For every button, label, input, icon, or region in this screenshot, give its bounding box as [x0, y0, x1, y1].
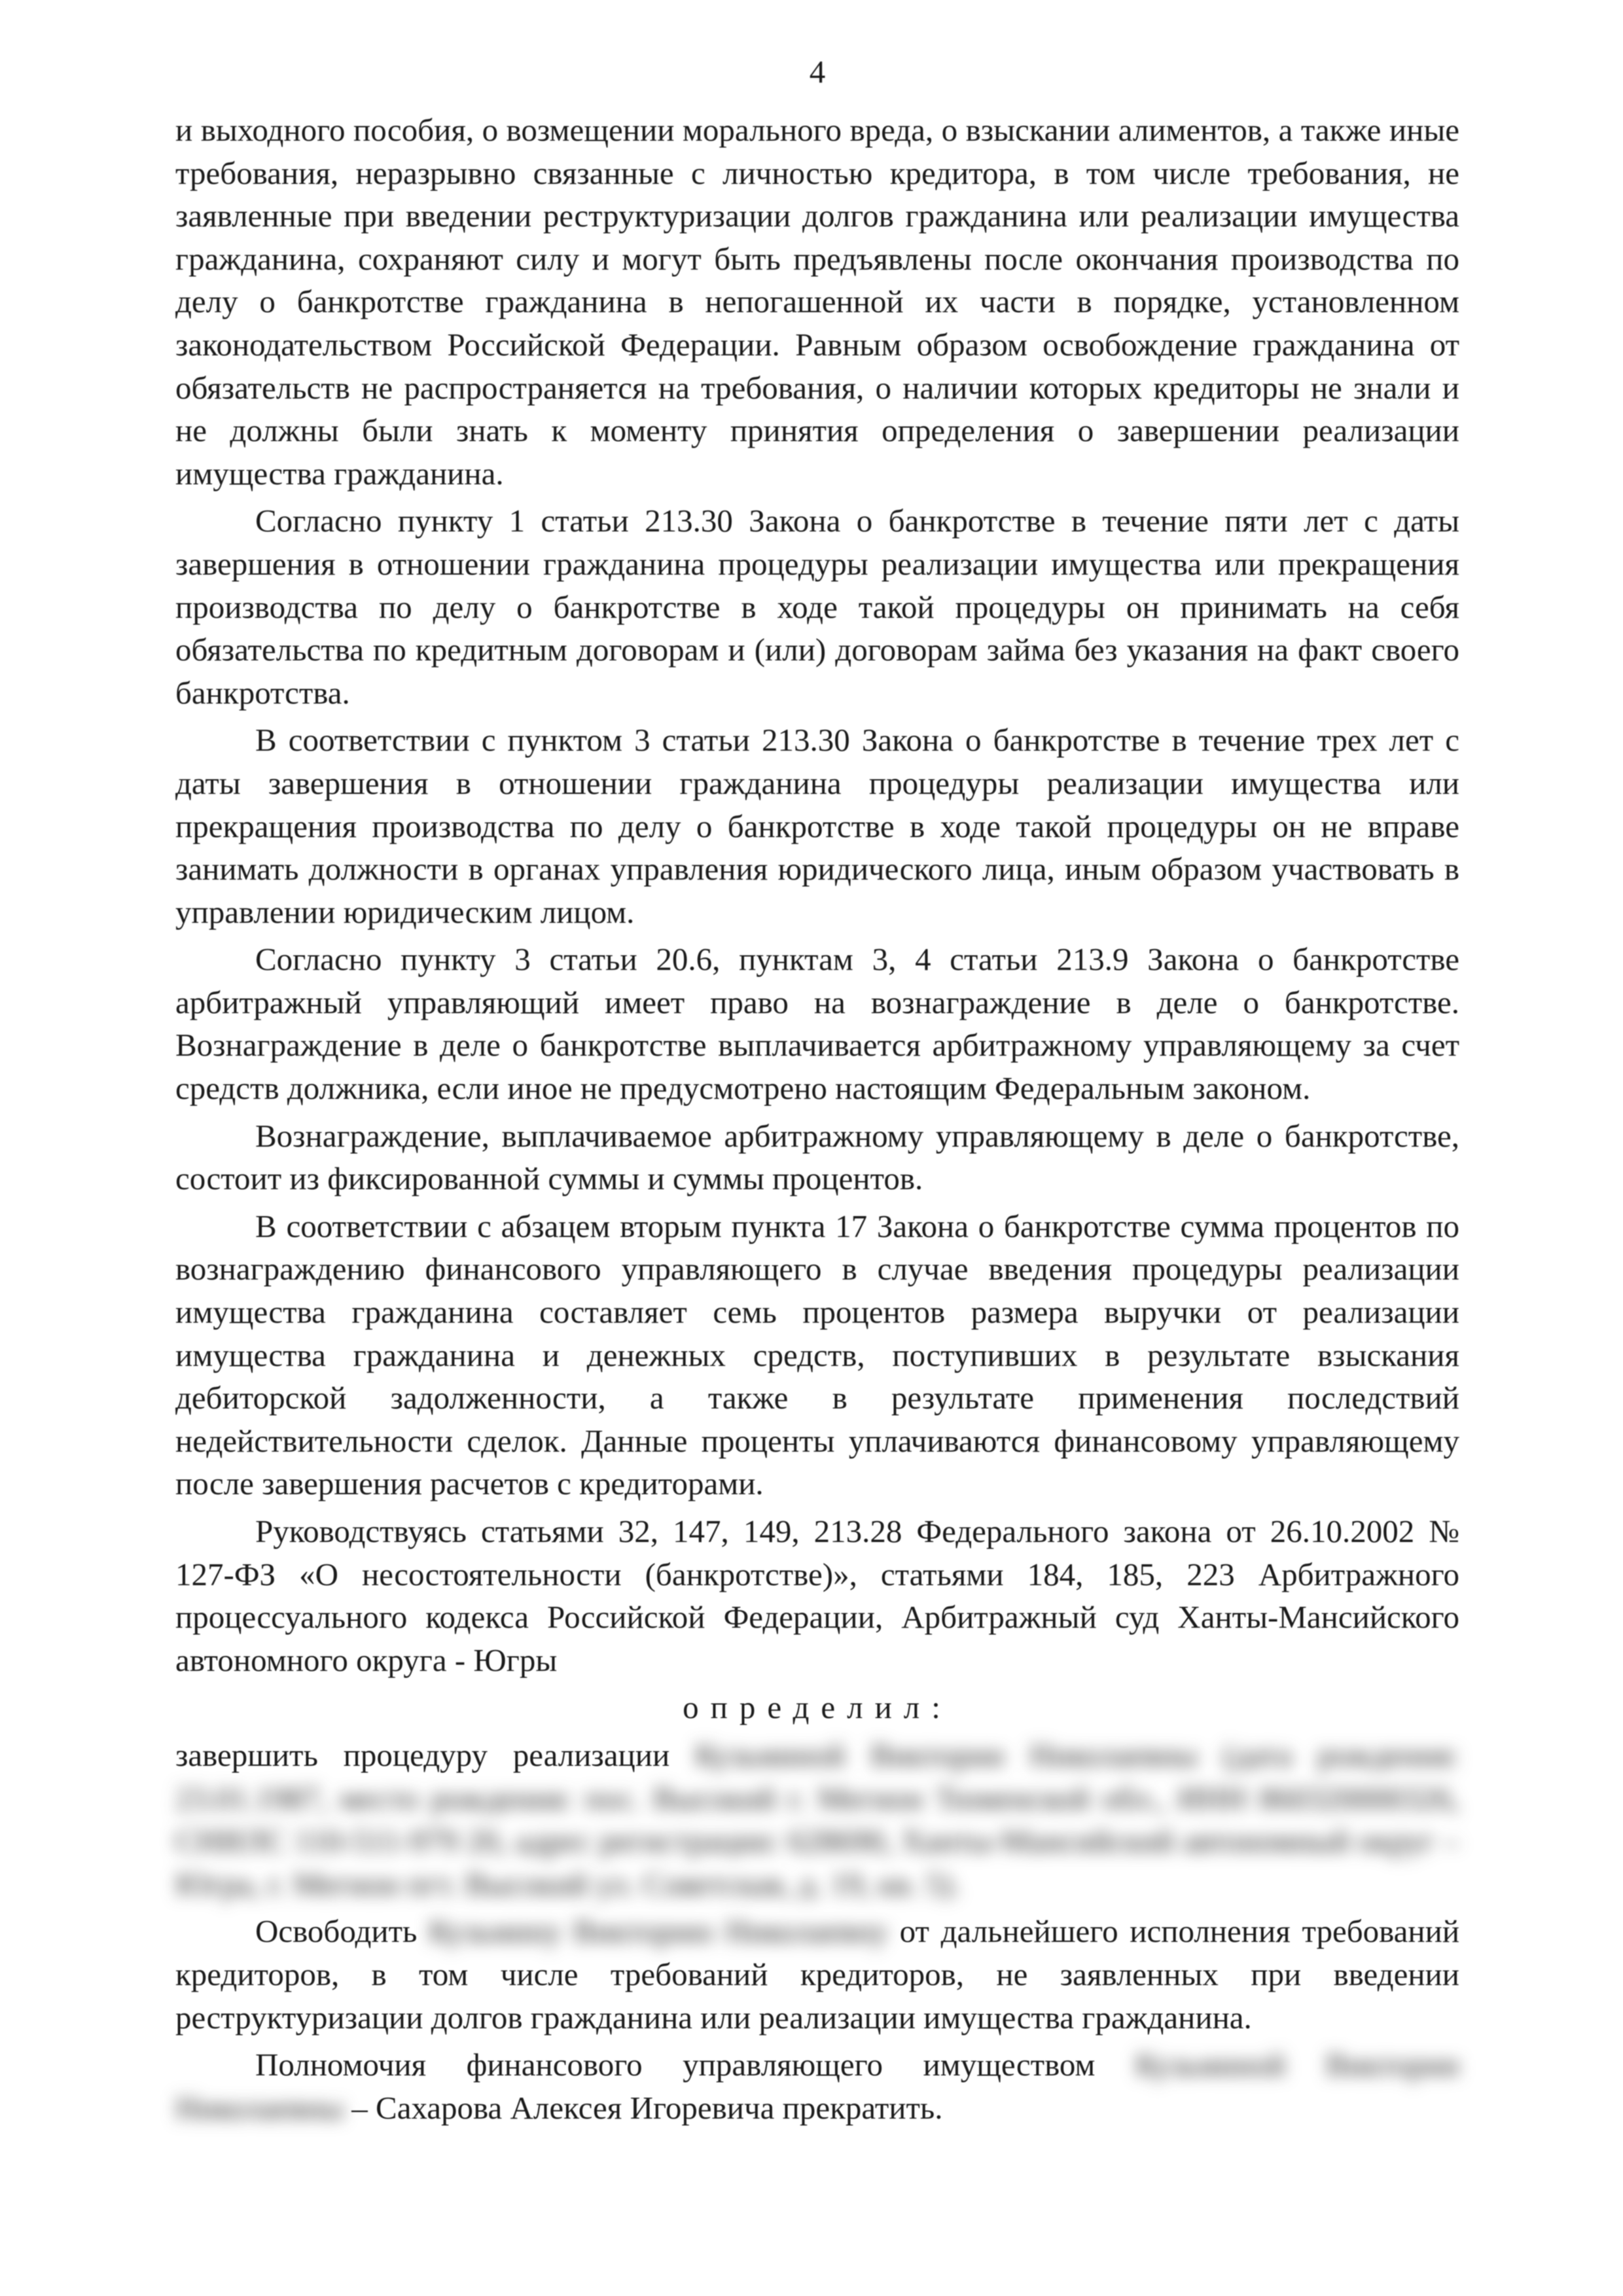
redacted-debtor-name: Кузьмину Викторию Николаевну: [429, 1913, 888, 1950]
paragraph-continuation: и выходного пособия, о возмещении морального вреда, о взыскании алиментов, а также иные требования, неразрывно связанные с личностью кредитора, в том числе требования, не заявленные при введении реструктуризации долгов гражданина или реализации имущества гражданина, сохраняют силу и могут быть предъявлены после окончания производства по делу о банкротстве гражданина в непогашенной их части в порядке, установленном законодательством Российской Федерации. Равным образом освобождение гражданина от обязательств не распространяется на требования, о наличии которых кредиторы не знали и не должны были знать к моменту принятия определения о завершении реализации имущества гражданина.: [175, 112, 1459, 492]
redacted-debtor-details: Кузьминой Виктории Николаевны (дата рождения: 23.01.1987, место рождения: пос. Высокий г. Мегион Тюменской обл., ИНН 860320000326, СНИЛС 110-511-979 20, адрес регистрации: 628690, Ханты-Мансийский автономный округ – Югра, г. Мегион пгт. Высокий ул. Советская, д. 19, кв. 5).: [175, 1736, 1459, 1902]
ruling-paragraph-complete: [175, 1734, 1459, 1905]
ruling-heading: определил:: [683, 1689, 952, 1726]
ruling-complete-text: завершить процедуру реализации: [175, 1736, 670, 1773]
ruling-release-end: от дальнейшего исполнения требований кредиторов, в том числе требований кредиторов, не заявленных при введении реструктуризации долгов гражданина или реализации имущества гражданина.: [175, 1913, 1460, 2036]
page-number: 4: [809, 54, 826, 90]
paragraph-remuneration-right: Согласно пункту 3 статьи 20.6, пунктам 3, 4 статьи 213.9 Закона о банкротстве арбитражный управляющий имеет право на вознаграждение в деле о банкротстве. Вознаграждение в деле о банкротстве выплачивается арбитражному управляющему за счет средств должника, если иное не предусмотрено настоящим Федеральным законом.: [175, 941, 1459, 1107]
ruling-powers-start: Полномочия финансового управляющего имуществом: [255, 2047, 1096, 2083]
paragraph-remuneration-composition: Вознаграждение, выплачиваемое арбитражному управляющему в деле о банкротстве, состоит из фиксированной суммы и суммы процентов.: [175, 1117, 1459, 1197]
paragraph-article-213-30-p3: В соответствии с пунктом 3 статьи 213.30 Закона о банкротстве в течение трех лет с даты завершения в отношении гражданина процедуры реализации имущества или прекращения производства по делу о банкротстве в ходе такой процедуры он не вправе занимать должности в органах управления юридического лица, иным образом участвовать в управлении юридическим лицом.: [175, 722, 1459, 930]
paragraph-article-213-30-p1: Согласно пункту 1 статьи 213.30 Закона о банкротстве в течение пяти лет с даты завершения в отношении гражданина процедуры реализации имущества или прекращения производства по делу о банкротстве в ходе такой процедуры он принимать на себя обязательства по кредитным договорам и (или) договорам займа без указания на факт своего банкротства.: [175, 503, 1459, 711]
ruling-paragraph-powers: [175, 2043, 1459, 2129]
ruling-paragraph-release: [175, 1910, 1459, 2039]
redacted-debtor-name-genitive: Кузьминой Виктории Николаевны: [175, 2047, 1460, 2126]
paragraph-guided-by: Руководствуясь статьями 32, 147, 149, 213.28 Федерального закона от 26.10.2002 № 127-ФЗ «О несостоятельности (банкротстве)», статьями 184, 185, 223 Арбитражного процессуального кодекса Российской Федерации, Арбитражный суд Ханты-Мансийского автономного округа - Югры: [175, 1513, 1459, 1678]
paragraph-percentage: В соответствии с абзацем вторым пункта 17 Закона о банкротстве сумма процентов по вознаграждению финансового управляющего в случае введения процедуры реализации имущества гражданина составляет семь процентов размера выручки от реализации имущества гражданина и денежных средств, поступивших в результате взыскания дебиторской задолженности, а также в результате применения последствий недействительности сделок. Данные проценты уплачиваются финансовому управляющему после завершения расчетов с кредиторами.: [175, 1208, 1459, 1502]
document-page: [175, 39, 1459, 2134]
ruling-release-start: Освободить: [255, 1913, 418, 1950]
ruling-powers-end: – Сахарова Алексея Игоревича прекратить.: [351, 2089, 943, 2126]
